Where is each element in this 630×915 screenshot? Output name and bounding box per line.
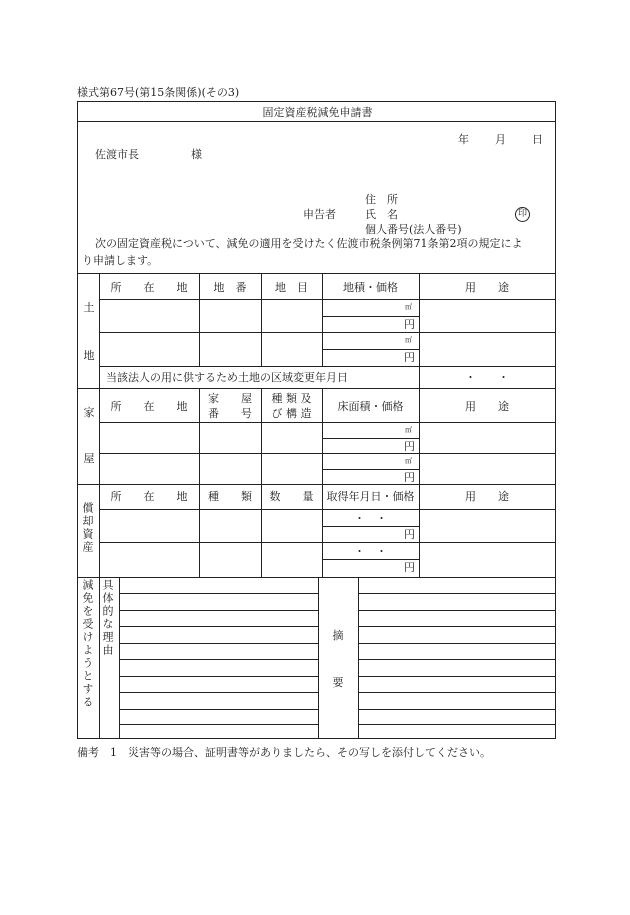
date-year-label: 年 [458,133,469,146]
house-section-top: 家 [83,406,95,419]
date-day-label: 日 [532,133,543,146]
land-col-area: 地積・価格 [343,281,398,294]
dep-row1-date-marks: ・ ・ [354,512,387,525]
land-row2-unit-yen: 円 [404,351,415,364]
house-col-area: 床面積・価格 [337,400,404,413]
land-col-lot: 地 番 [213,281,247,294]
dep-row2-date-marks: ・ ・ [354,545,387,558]
land-change-date-value: ・ ・ [465,371,509,384]
land-row2-unit-area: ㎡ [405,336,412,344]
house-row2-unit-area: ㎡ [405,457,412,465]
dep-col-location: 所 在 地 [110,490,188,503]
intro-text-line-1: 次の固定資産税について、減免の適用を受けたく佐渡市税条例第71条第2項の規定によ [95,237,523,250]
land-col-category: 地 目 [275,281,308,294]
depreciable-section-label: 償却資産 [81,502,94,554]
land-row1-unit-area: ㎡ [405,303,412,311]
reason-outer-label: 減免を受けようとする [81,579,94,709]
remarks-note: 備考 1 災害等の場合、証明書等がありましたら、その写しを添付してください。 [77,746,491,759]
dep-col-qty: 数 量 [269,490,314,503]
house-col-use: 用 途 [465,400,509,413]
form-title: 固定資産税減免申請書 [262,106,373,119]
house-section-bottom: 屋 [83,452,95,465]
address-label: 住 所 [365,193,398,206]
house-row1-unit-area: ㎡ [405,426,412,434]
land-row1-unit-yen: 円 [404,318,415,331]
applicant-label: 申告者 [303,208,336,221]
dep-col-use: 用 途 [465,490,509,503]
form-number-caption: 様式第67号(第15条関係)(その3) [77,86,240,99]
house-col-kind-1: 種 類 及 [271,392,312,405]
house-col-kind-2: び 構 造 [271,407,312,420]
dep-row2-unit-yen: 円 [404,561,415,574]
honorific: 様 [191,148,202,161]
house-row1-unit-yen: 円 [404,440,415,453]
name-label: 氏 名 [365,208,398,221]
intro-text-line-2: り申請します。 [82,254,159,267]
dep-row1-unit-yen: 円 [404,528,415,541]
land-col-location: 所 在 地 [110,281,188,294]
reason-inner-label: 具体的な理由 [101,579,114,657]
dep-col-acq: 取得年月日・価格 [326,490,415,503]
house-row2-unit-yen: 円 [404,471,415,484]
house-col-number-1: 家 屋 [208,392,252,405]
land-section-top: 土 [83,301,95,314]
date-month-label: 月 [495,133,506,146]
land-change-date-label: 当該法人の用に供するため土地の区域変更年月日 [106,371,348,384]
personal-number-label: 個人番号(法人番号) [365,223,462,236]
seal-icon: 印 [515,207,530,222]
house-col-number-2: 番 号 [208,407,252,420]
summary-label-2: 要 [332,676,344,689]
land-section-bottom: 地 [83,349,95,362]
dep-col-kind: 種 類 [208,490,252,503]
land-col-use: 用 途 [465,281,509,294]
house-col-location: 所 在 地 [110,400,188,413]
reduction-application-form [77,101,556,739]
summary-label-1: 摘 [332,629,344,642]
mayor-addressee: 佐渡市長 [95,148,139,161]
